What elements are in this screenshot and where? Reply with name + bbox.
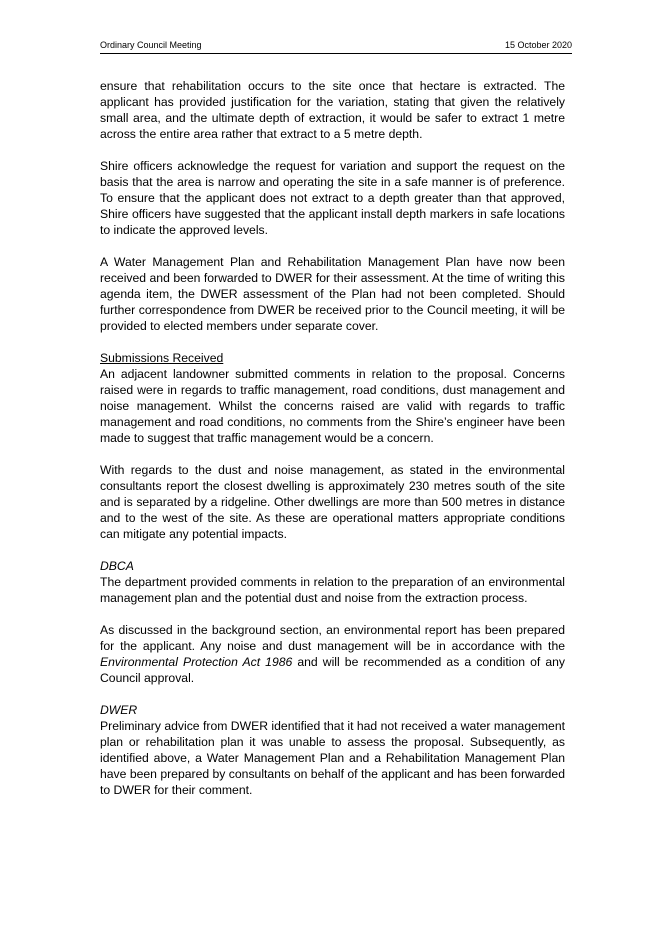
paragraph-water-management: A Water Management Plan and Rehabilitation Management Plan have now been received and been forwarded to DWER for their assessment. At the time of writing this agenda item, the DWER assessment of the Plan had not been completed. Should further correspondence from DWER be received prior to the Council meeting, it will be provided to elected members under separate cover. xyxy=(100,255,565,333)
paragraph-rehabilitation: ensure that rehabilitation occurs to the site once that hectare is extracted. The applicant has provided justification for the variation, stating that given the relatively small area, and the ultimate depth of extraction, it would be safer to extract 1 metre across the entire area rather that extract to a 5 metre depth. xyxy=(100,79,565,141)
paragraph-dust-noise: With regards to the dust and noise management, as stated in the environmental consultants report the closest dwelling is approximately 230 metres south of the site and is separated by a ridgeline. Other dwellings are more than 500 metres in distance and to the west of the site. As these are operational matters appropriate conditions can mitigate any potential impacts. xyxy=(100,463,565,541)
env-report-text-start: As discussed in the background section, an environmental report has been prepared for the applicant. Any noise and dust management will be in accordance with the xyxy=(100,623,565,653)
paragraph-shire-officers: Shire officers acknowledge the request for variation and support the request on the basis that the area is narrow and operating the site in a safe manner is of preference. To ensure that the applicant does not extract to a depth greater than that approved, Shire officers have suggested that the applicant install depth markers in safe locations to indicate the approved levels. xyxy=(100,159,565,237)
header-date: 15 October 2020 xyxy=(504,40,572,50)
paragraph-environmental-report xyxy=(100,622,565,686)
header-meeting-title: Ordinary Council Meeting xyxy=(100,40,202,50)
env-report-text-end: and will be recommended as a condition of any Council approval. xyxy=(100,655,565,685)
page-header xyxy=(100,39,572,54)
dbca-section xyxy=(100,558,565,606)
dwer-heading: DWER xyxy=(100,703,138,717)
paragraph-landowner-comments: An adjacent landowner submitted comments in relation to the proposal. Concerns raised were in regards to traffic management, road conditions, dust management and noise management. Whilst the concerns raised are valid with regards to traffic management and road conditions, no comments from the Shire’s engineer have been made to suggest that traffic management would be a concern. xyxy=(100,367,565,445)
submissions-section xyxy=(100,350,565,446)
paragraph-dwer-advice: Preliminary advice from DWER identified that it had not received a water management plan or rehabilitation plan it was unable to assess the proposal. Subsequently, as identified above, a Water Management Plan and a Rehabilitation Management Plan have been prepared by consultants on behalf of the applicant and has been forwarded to DWER for their comment. xyxy=(100,719,565,797)
submissions-heading: Submissions Received xyxy=(100,351,224,365)
env-protection-act: Environmental Protection Act 1986 xyxy=(100,655,293,669)
dbca-heading: DBCA xyxy=(100,559,134,573)
paragraph-dbca-comments: The department provided comments in relation to the preparation of an environmental management plan and the potential dust and noise from the extraction process. xyxy=(100,575,565,605)
dwer-section xyxy=(100,702,565,798)
document-body xyxy=(100,78,565,814)
